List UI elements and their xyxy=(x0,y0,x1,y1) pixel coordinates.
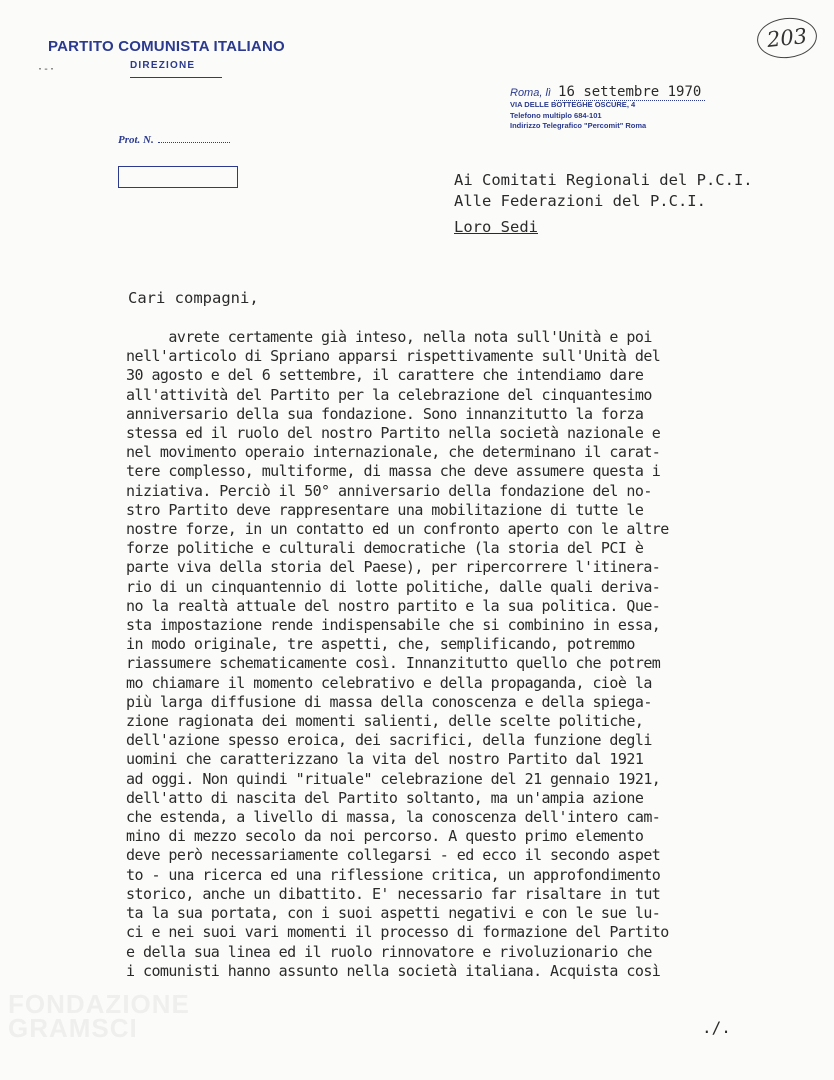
letterhead-party-name: PARTITO COMUNISTA ITALIANO xyxy=(48,38,285,55)
protocol-label: Prot. N. xyxy=(118,134,154,146)
letterhead-office: DIREZIONE xyxy=(130,60,196,71)
letter-greeting: Cari compagni, xyxy=(128,289,259,307)
protocol-box xyxy=(118,166,238,188)
letterhead-address: VIA DELLE BOTTEGHE OSCURE, 4 xyxy=(510,100,636,109)
recipient-line: Alle Federazioni del P.C.I. xyxy=(454,192,706,210)
protocol-dotted-line xyxy=(158,142,230,143)
recipients-sedi: Loro Sedi xyxy=(454,218,538,236)
letterhead-telegraph: Indirizzo Telegrafico "Percomit" Roma xyxy=(510,121,647,130)
archive-number-stamp: 203 xyxy=(755,15,819,61)
date-prefix: Roma, lì xyxy=(510,87,551,99)
recipient-line: Ai Comitati Regionali del P.C.I. xyxy=(454,171,753,189)
continuation-mark: ./. xyxy=(702,1018,731,1037)
date-line xyxy=(510,84,705,100)
protocol-number xyxy=(118,134,230,146)
letterhead-rule xyxy=(130,77,222,78)
letter-date: 16 settembre 1970 xyxy=(554,84,705,101)
stray-mark: ·-· xyxy=(37,64,56,75)
archive-watermark: FONDAZIONE GRAMSCI xyxy=(8,989,190,1043)
letter-body: avrete certamente già inteso, nella nota sull'Unità e poi nell'articolo di Spriano apparsi rispettivamente sull'Unità del 30 agosto e del 6 settembre, il carattere che intendiamo dare all'attività del Partito per la celebrazione del cinquantesimo anniversario della sua fondazione. Sono innanzitutto la forza stessa ed il ruolo del nostro Partito nella società nazionale e nel movimento operaio internazionale, che determinano il carat- tere complesso, multiforme, di massa che deve assumere questa i niziativa. Perciò il 50° anniversario della fondazione del no- stro Partito deve rappresentare una mobilitazione di tutte le nostre forze, in un contatto ed un confronto aperto con le altre forze politiche e culturali democratiche (la storia del PCI è parte viva della storia del Paese), per ripercorrere l'itinera- rio di un cinquantennio di lotte politiche, dalle quali deriva- no la realtà attuale del nostro partito e la sua politica. Que- sta impostazione rende indispensabile che si combinino in essa, in modo originale, tre aspetti, che, semplificando, potremmo riassumere schematicamente così. Innanzitutto quello che potrem mo chiamare il momento celebrativo e della propaganda, cioè la più larga diffusione di massa della conoscenza e della spiega- zione ragionata dei momenti salienti, delle scelte politiche, dell'azione spesso eroica, dei sacrifici, della funzione degli uomini che caratterizzano la vita del nostro Partito dal 1921 ad oggi. Non quindi "rituale" celebrazione del 21 gennaio 1921, dell'atto di nascita del Partito soltanto, ma un'ampia azione che estenda, a livello di massa, la conoscenza dell'intero cam- mino di mezzo secolo da noi percorso. A questo primo elemento deve però necessariamente collegarsi - ed ecco il secondo aspet to - una ricerca ed una riflessione critica, un approfondimento storico, anche un dibattito. E' necessario far risaltare in tut ta la sua portata, con i suoi aspetti negativi e con le sue lu- ci e nei suoi vari momenti il processo di formazione del Partito e della sua linea ed il ruolo rinnovatore e rivoluzionario che i comunisti hanno assunto nella società italiana. Acquista così xyxy=(126,328,669,980)
recipients xyxy=(454,170,753,212)
date-block xyxy=(510,84,705,132)
letterhead-phone: Telefono multiplo 684-101 xyxy=(510,110,602,120)
